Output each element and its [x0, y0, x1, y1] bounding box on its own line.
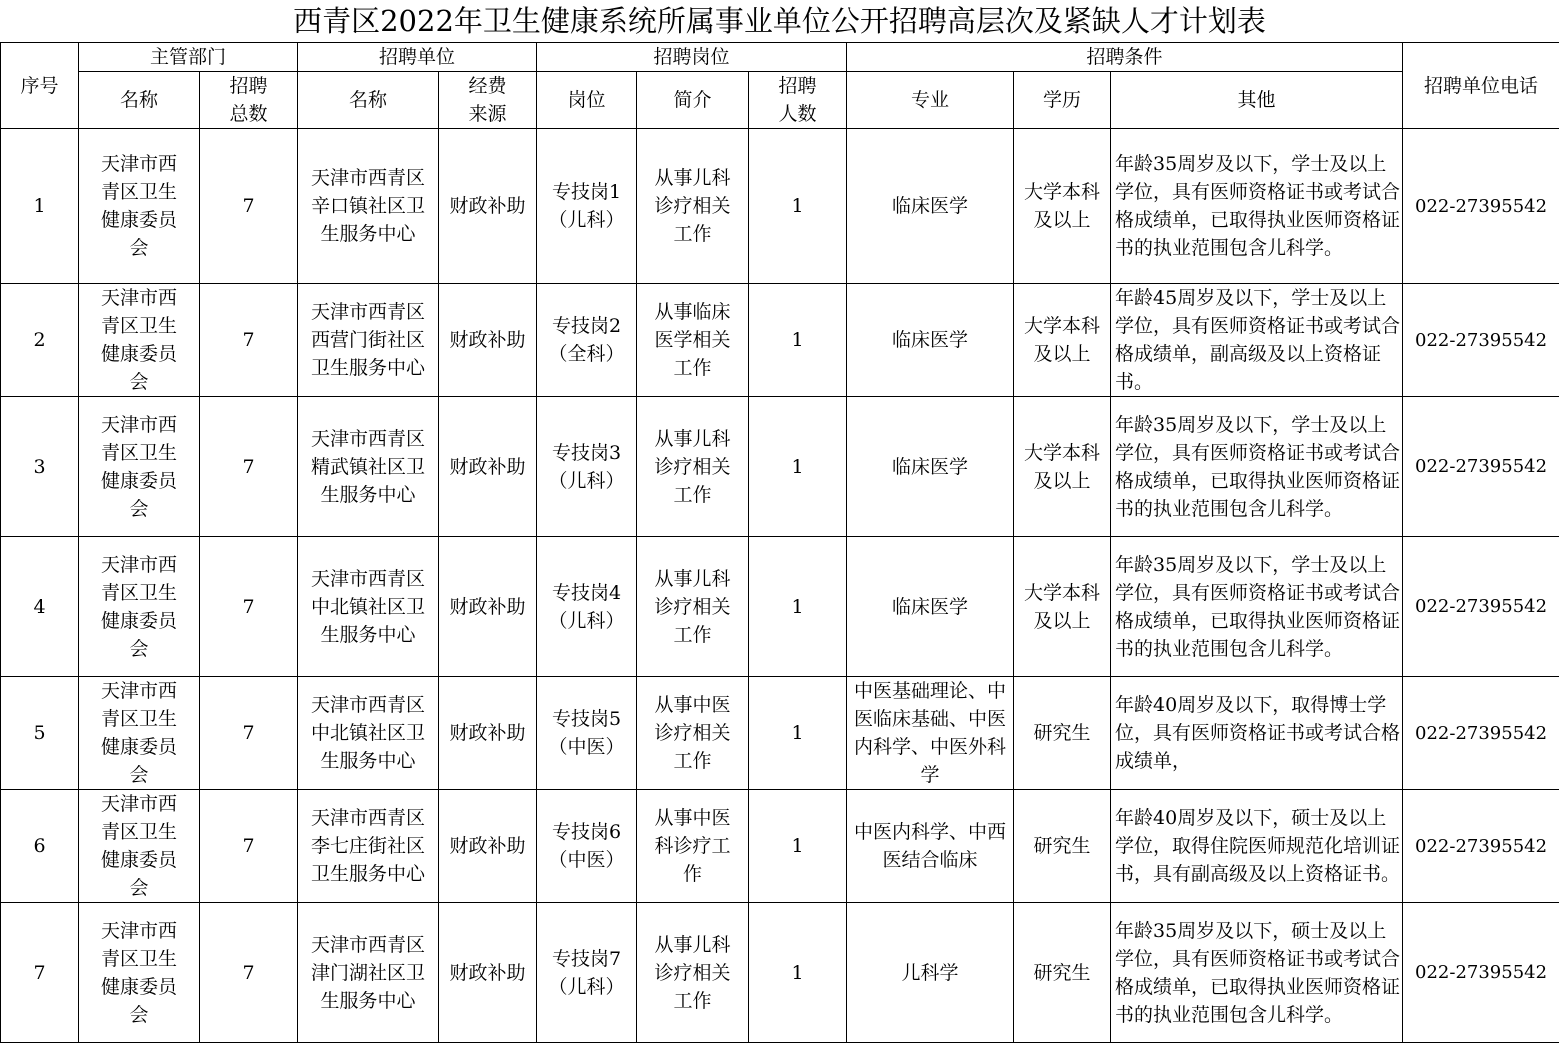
cell-post: 专技岗5（中医） [537, 677, 637, 790]
cell-desc: 从事中医诊疗相关工作 [637, 677, 749, 790]
cell-edu: 研究生 [1014, 790, 1111, 903]
table-body [1, 129, 1559, 1043]
cell-dept: 天津市西青区卫生健康委员会 [79, 397, 200, 537]
cell-other: 年龄40周岁及以下，取得博士学位，具有医师资格证书或考试合格成绩单， [1111, 677, 1403, 790]
cell-post: 专技岗7（儿科） [537, 903, 637, 1043]
cell-fund: 财政补助 [439, 677, 537, 790]
cell-phone: 022-27395542 [1403, 284, 1559, 397]
cell-fund: 财政补助 [439, 397, 537, 537]
header-dept-group: 主管部门 [79, 43, 298, 72]
table-row [1, 677, 1559, 790]
header-post-group: 招聘岗位 [537, 43, 847, 72]
table-row [1, 284, 1559, 397]
header-post-name: 岗位 [537, 72, 637, 129]
cell-unit: 天津市西青区中北镇社区卫生服务中心 [298, 537, 439, 677]
cell-major: 儿科学 [847, 903, 1014, 1043]
cell-desc: 从事中医科诊疗工作 [637, 790, 749, 903]
recruitment-table [0, 42, 1559, 1043]
cell-seq: 7 [1, 903, 79, 1043]
cell-seq: 6 [1, 790, 79, 903]
cell-desc: 从事儿科诊疗相关工作 [637, 903, 749, 1043]
cell-fund: 财政补助 [439, 903, 537, 1043]
cell-other: 年龄35周岁及以下，学士及以上学位，具有医师资格证书或考试合格成绩单，已取得执业医师资格证书的执业范围包含儿科学。 [1111, 537, 1403, 677]
cell-edu: 研究生 [1014, 677, 1111, 790]
table-row [1, 129, 1559, 284]
cell-edu: 大学本科及以上 [1014, 129, 1111, 284]
cell-fund: 财政补助 [439, 284, 537, 397]
cell-total: 7 [200, 397, 298, 537]
table-row [1, 537, 1559, 677]
header-unit-group: 招聘单位 [298, 43, 537, 72]
header-unit-fund: 经费来源 [439, 72, 537, 129]
cell-fund: 财政补助 [439, 537, 537, 677]
table-row [1, 397, 1559, 537]
cell-total: 7 [200, 284, 298, 397]
cell-post: 专技岗1（儿科） [537, 129, 637, 284]
cell-total: 7 [200, 129, 298, 284]
cell-other: 年龄35周岁及以下，学士及以上学位，具有医师资格证书或考试合格成绩单，已取得执业医师资格证书的执业范围包含儿科学。 [1111, 397, 1403, 537]
cell-major: 中医基础理论、中医临床基础、中医内科学、中医外科学 [847, 677, 1014, 790]
cell-dept: 天津市西青区卫生健康委员会 [79, 790, 200, 903]
cell-edu: 大学本科及以上 [1014, 284, 1111, 397]
cell-dept: 天津市西青区卫生健康委员会 [79, 677, 200, 790]
cell-count: 1 [749, 537, 847, 677]
header-post-count: 招聘人数 [749, 72, 847, 129]
cell-major: 临床医学 [847, 397, 1014, 537]
cell-edu: 研究生 [1014, 903, 1111, 1043]
cell-count: 1 [749, 677, 847, 790]
cell-edu: 大学本科及以上 [1014, 537, 1111, 677]
cell-phone: 022-27395542 [1403, 677, 1559, 790]
cell-total: 7 [200, 537, 298, 677]
cell-major: 中医内科学、中西医结合临床 [847, 790, 1014, 903]
cell-seq: 4 [1, 537, 79, 677]
cell-unit: 天津市西青区李七庄街社区卫生服务中心 [298, 790, 439, 903]
cell-total: 7 [200, 677, 298, 790]
cell-unit: 天津市西青区精武镇社区卫生服务中心 [298, 397, 439, 537]
cell-post: 专技岗4（儿科） [537, 537, 637, 677]
cell-unit: 天津市西青区西营门街社区卫生服务中心 [298, 284, 439, 397]
cell-major: 临床医学 [847, 537, 1014, 677]
cell-unit: 天津市西青区辛口镇社区卫生服务中心 [298, 129, 439, 284]
cell-total: 7 [200, 903, 298, 1043]
header-other: 其他 [1111, 72, 1403, 129]
cell-edu: 大学本科及以上 [1014, 397, 1111, 537]
header-row-columns [1, 72, 1559, 129]
header-row-group [1, 43, 1559, 72]
cell-fund: 财政补助 [439, 129, 537, 284]
header-dept-total: 招聘总数 [200, 72, 298, 129]
cell-post: 专技岗2（全科） [537, 284, 637, 397]
cell-dept: 天津市西青区卫生健康委员会 [79, 129, 200, 284]
cell-phone: 022-27395542 [1403, 903, 1559, 1043]
cell-seq: 3 [1, 397, 79, 537]
cell-phone: 022-27395542 [1403, 537, 1559, 677]
cell-post: 专技岗6（中医） [537, 790, 637, 903]
cell-count: 1 [749, 284, 847, 397]
cell-other: 年龄35周岁及以下，硕士及以上学位，具有医师资格证书或考试合格成绩单，已取得执业医师资格证书的执业范围包含儿科学。 [1111, 903, 1403, 1043]
cell-desc: 从事儿科诊疗相关工作 [637, 129, 749, 284]
header-phone: 招聘单位电话 [1403, 43, 1559, 129]
cell-seq: 5 [1, 677, 79, 790]
header-seq: 序号 [1, 43, 79, 129]
cell-count: 1 [749, 129, 847, 284]
cell-desc: 从事临床医学相关工作 [637, 284, 749, 397]
cell-fund: 财政补助 [439, 790, 537, 903]
cell-dept: 天津市西青区卫生健康委员会 [79, 903, 200, 1043]
cell-count: 1 [749, 397, 847, 537]
table-row [1, 790, 1559, 903]
page-title: 西青区2022年卫生健康系统所属事业单位公开招聘高层次及紧缺人才计划表 [0, 0, 1559, 42]
cell-major: 临床医学 [847, 284, 1014, 397]
cell-dept: 天津市西青区卫生健康委员会 [79, 537, 200, 677]
cell-desc: 从事儿科诊疗相关工作 [637, 537, 749, 677]
cell-other: 年龄40周岁及以下，硕士及以上学位，取得住院医师规范化培训证书，具有副高级及以上资格证书。 [1111, 790, 1403, 903]
cell-seq: 2 [1, 284, 79, 397]
cell-phone: 022-27395542 [1403, 790, 1559, 903]
cell-phone: 022-27395542 [1403, 129, 1559, 284]
cell-count: 1 [749, 790, 847, 903]
cell-post: 专技岗3（儿科） [537, 397, 637, 537]
cell-total: 7 [200, 790, 298, 903]
table-row [1, 903, 1559, 1043]
cell-unit: 天津市西青区中北镇社区卫生服务中心 [298, 677, 439, 790]
cell-dept: 天津市西青区卫生健康委员会 [79, 284, 200, 397]
cell-other: 年龄35周岁及以下，学士及以上学位，具有医师资格证书或考试合格成绩单，已取得执业医师资格证书的执业范围包含儿科学。 [1111, 129, 1403, 284]
header-edu: 学历 [1014, 72, 1111, 129]
header-post-desc: 简介 [637, 72, 749, 129]
cell-major: 临床医学 [847, 129, 1014, 284]
cell-count: 1 [749, 903, 847, 1043]
cell-desc: 从事儿科诊疗相关工作 [637, 397, 749, 537]
header-major: 专业 [847, 72, 1014, 129]
cell-other: 年龄45周岁及以下，学士及以上学位，具有医师资格证书或考试合格成绩单，副高级及以上资格证书。 [1111, 284, 1403, 397]
header-unit-name: 名称 [298, 72, 439, 129]
cell-unit: 天津市西青区津门湖社区卫生服务中心 [298, 903, 439, 1043]
header-cond-group: 招聘条件 [847, 43, 1403, 72]
cell-phone: 022-27395542 [1403, 397, 1559, 537]
cell-seq: 1 [1, 129, 79, 284]
header-dept-name: 名称 [79, 72, 200, 129]
